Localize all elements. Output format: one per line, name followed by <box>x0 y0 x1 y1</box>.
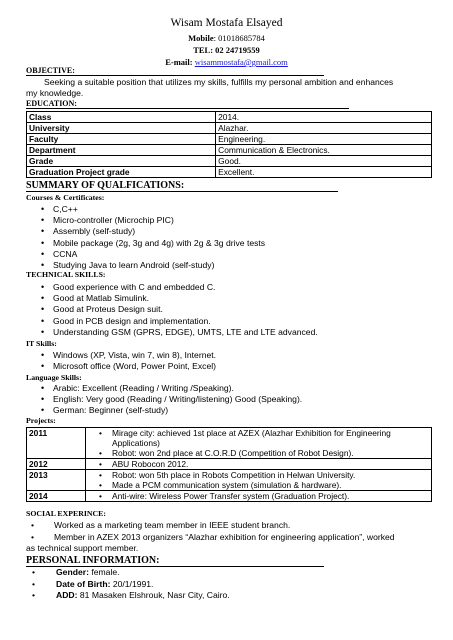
tel-line: TEL: 02 24719559 <box>193 45 260 55</box>
project-year: 2014 <box>27 491 86 502</box>
education-row <box>27 167 432 178</box>
it-skill-item: • Windows (XP, Vista, win 7, win 8), Internet. <box>39 350 216 361</box>
gender-value: female. <box>88 567 120 577</box>
bullet-icon: • <box>31 520 35 530</box>
project-year: 2012 <box>27 459 86 470</box>
language-item: • German: Beginner (self-study) <box>39 405 302 416</box>
course-item: • Studying Java to learn Android (self-study) <box>39 260 265 271</box>
project-item: • Robot: won 5th place in Robots Competition in Helwan University. <box>86 470 431 480</box>
mobile-label: Mobile <box>188 33 214 43</box>
it-skill-item: • Microsoft office (Word, Power Point, Excel) <box>39 361 216 372</box>
technical-skills-list <box>39 282 318 338</box>
course-item: • Micro-controller (Microchip PIC) <box>39 215 265 226</box>
education-value: Good. <box>216 156 432 167</box>
project-item: • Anti-wire: Wireless Power Transfer system (Graduation Project). <box>86 491 431 501</box>
project-description <box>86 491 432 502</box>
project-item: • Made a PCM communication system (simulation & hardware). <box>86 480 431 490</box>
social-item-2-line1: Member in AZEX 2013 organizers “Alazhar exhibition for engineering application”, worked <box>54 532 395 542</box>
email-link[interactable]: wisammostafa@gmail.com <box>194 57 288 67</box>
email-sep: : <box>189 57 195 67</box>
technical-skill-item: • Good experience with C and embedded C. <box>39 282 318 293</box>
technical-skill-item: • Good in PCB design and implementation. <box>39 316 318 327</box>
education-row <box>27 123 432 134</box>
language-skills-heading: Language Skills: <box>26 373 82 382</box>
bullet-icon: • <box>31 532 35 542</box>
address-label: ADD: <box>56 590 78 600</box>
education-key: Faculty <box>27 134 216 145</box>
dob-value: 20/1/1991. <box>110 578 154 589</box>
education-row <box>27 112 432 123</box>
education-value: 2014. <box>216 112 432 123</box>
education-key: Department <box>27 145 216 156</box>
language-item: • Arabic: Excellent (Reading / Writing /Speaking). <box>39 383 302 394</box>
objective-text-line1: Seeking a suitable position that utilizes my skills, fulfills my personal ambition and enhances <box>44 77 394 87</box>
project-item: • Mirage city: achieved 1st place at AZEX (Alazhar Exhibition for Engineering Applications) <box>86 428 431 448</box>
course-item: • C,C++ <box>39 204 265 215</box>
education-table <box>26 111 432 178</box>
social-item-1-text: Worked as a marketing team member in IEEE student branch. <box>54 520 291 530</box>
email-label: E-mail <box>165 57 190 67</box>
language-skills-list <box>39 383 302 417</box>
project-item: • Robot: won 2nd place at C.O.R.D (Competition of Robot Design). <box>86 448 431 458</box>
mobile-line <box>0 33 453 43</box>
project-description <box>86 470 432 491</box>
dob-label: Date of Birth: <box>56 578 111 589</box>
mobile-value: : 01018685784 <box>213 33 265 43</box>
summary-heading: SUMMARY OF QUALFICATIONS: <box>26 180 338 192</box>
project-row <box>27 470 432 491</box>
social-experience-heading: SOCIAL EXPERINCE: <box>26 509 106 518</box>
personal-info-list <box>26 567 230 602</box>
education-key: Graduation Project grade <box>27 167 216 178</box>
education-row <box>27 145 432 156</box>
course-item: • CCNA <box>39 249 265 260</box>
social-item-2-line2: as technical support member. <box>26 543 139 553</box>
dob-item <box>26 579 230 591</box>
education-row <box>27 134 432 145</box>
objective-heading: OBJECTIVE: <box>26 66 324 76</box>
technical-skill-item: • Understanding GSM (GPRS, EDGE), UMTS, LTE and LTE advanced. <box>39 327 318 338</box>
course-item: • Mobile package (2g, 3g and 4g) with 2g & 3g drive tests <box>39 238 265 249</box>
address-value: 81 Masaken Elshrouk, Nasr City, Cairo. <box>77 590 230 600</box>
it-skills-list <box>39 350 216 372</box>
project-row <box>27 428 432 459</box>
project-year: 2013 <box>27 470 86 491</box>
education-key: Grade <box>27 156 216 167</box>
objective-text-line2: my knowledge. <box>26 88 84 98</box>
education-value: Alazhar. <box>216 123 432 134</box>
education-value: Communication & Electronics. <box>216 145 432 156</box>
projects-table <box>26 427 432 502</box>
gender-item <box>26 567 230 579</box>
gender-label: Gender: <box>56 567 89 577</box>
project-year: 2011 <box>27 428 86 459</box>
education-key: University <box>27 123 216 134</box>
course-item: • Assembly (self-study) <box>39 226 265 237</box>
language-item: • English: Very good (Reading / Writing/listening) Good (Speaking). <box>39 394 302 405</box>
education-heading: EDUCATION: <box>26 99 349 109</box>
projects-heading: Projects: <box>26 416 56 425</box>
technical-skill-item: • Good at Matlab Simulink. <box>39 293 318 304</box>
education-row <box>27 156 432 167</box>
project-description <box>86 459 432 470</box>
project-row <box>27 459 432 470</box>
education-value: Excellent. <box>216 167 432 178</box>
education-key: Class <box>27 112 216 123</box>
education-value: Engineering. <box>216 134 432 145</box>
technical-skills-heading: TECHNICAL SKILLS: <box>26 270 106 279</box>
courses-heading: Courses & Certificates: <box>26 193 105 202</box>
project-row <box>27 491 432 502</box>
courses-list <box>39 204 265 271</box>
address-item <box>26 590 230 602</box>
project-description <box>86 428 432 459</box>
it-skills-heading: IT Skills: <box>26 339 57 348</box>
project-item: • ABU Robocon 2012. <box>86 459 431 469</box>
candidate-name: Wisam Mostafa Elsayed <box>170 17 283 29</box>
technical-skill-item: • Good at Proteus Design suit. <box>39 304 318 315</box>
personal-info-heading: PERSONAL INFORMATION: <box>26 555 324 567</box>
